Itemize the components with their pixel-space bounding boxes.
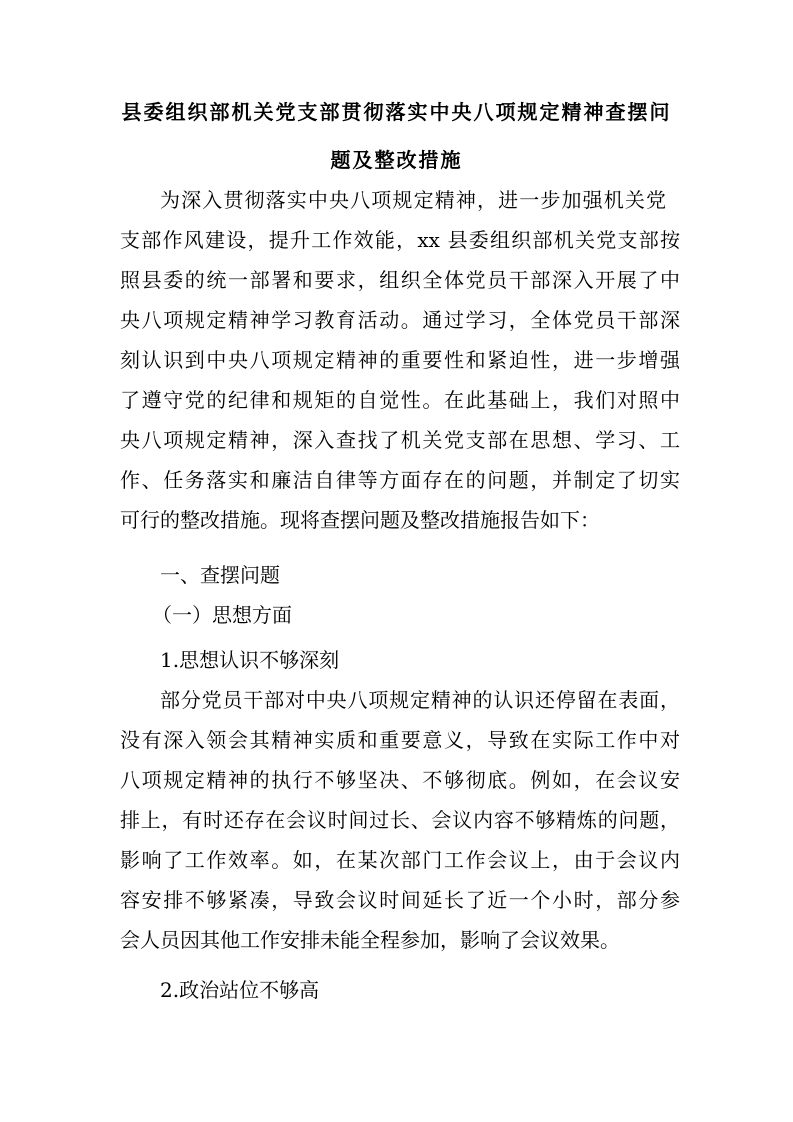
document-title-line-1: 县委组织部机关党支部贯彻落实中央八项规定精神查摆问 <box>121 100 672 124</box>
item-paragraph-line: 影响了工作效率。如，在某次部门工作会议上，由于会议内 <box>120 848 680 872</box>
intro-paragraph-line: 了遵守党的纪律和规矩的自觉性。在此基础上，我们对照中 <box>120 388 680 412</box>
item-heading: 2.政治站位不够高 <box>160 978 320 1002</box>
item-paragraph-line: 部分党员干部对中央八项规定精神的认识还停留在表面， <box>160 688 680 712</box>
document-title-line-2: 题及整改措施 <box>330 148 463 172</box>
item-heading: 1.思想认识不够深刻 <box>160 648 340 672</box>
item-paragraph-line: 容安排不够紧凑，导致会议时间延长了近一个小时，部分参 <box>120 888 680 912</box>
intro-paragraph-line: 为深入贯彻落实中央八项规定精神，进一步加强机关党 <box>160 188 666 212</box>
intro-paragraph-line: 刻认识到中央八项规定精神的重要性和紧迫性，进一步增强 <box>120 348 680 372</box>
intro-paragraph-line: 支部作风建设，提升工作效能，xx 县委组织部机关党支部按 <box>120 228 680 252</box>
item-paragraph-line: 会人员因其他工作安排未能全程参加，影响了会议效果。 <box>120 928 620 952</box>
item-paragraph-line: 八项规定精神的执行不够坚决、不够彻底。例如，在会议安 <box>120 768 680 792</box>
item-paragraph-line: 没有深入领会其精神实质和重要意义，导致在实际工作中对 <box>120 728 680 752</box>
intro-paragraph-line: 照县委的统一部署和要求，组织全体党员干部深入开展了中 <box>120 268 680 292</box>
intro-paragraph-line: 央八项规定精神，深入查找了机关党支部在思想、学习、工 <box>120 428 680 452</box>
item-paragraph-line: 排上，有时还存在会议时间过长、会议内容不够精炼的问题， <box>120 808 680 832</box>
section-heading: 一、查摆问题 <box>160 563 280 587</box>
intro-paragraph-line: 央八项规定精神学习教育活动。通过学习，全体党员干部深 <box>120 308 680 332</box>
intro-paragraph-line: 可行的整改措施。现将查摆问题及整改措施报告如下： <box>120 508 600 532</box>
subsection-heading: （一）思想方面 <box>152 603 292 627</box>
intro-paragraph-line: 作、任务落实和廉洁自律等方面存在的问题，并制定了切实 <box>120 468 680 492</box>
